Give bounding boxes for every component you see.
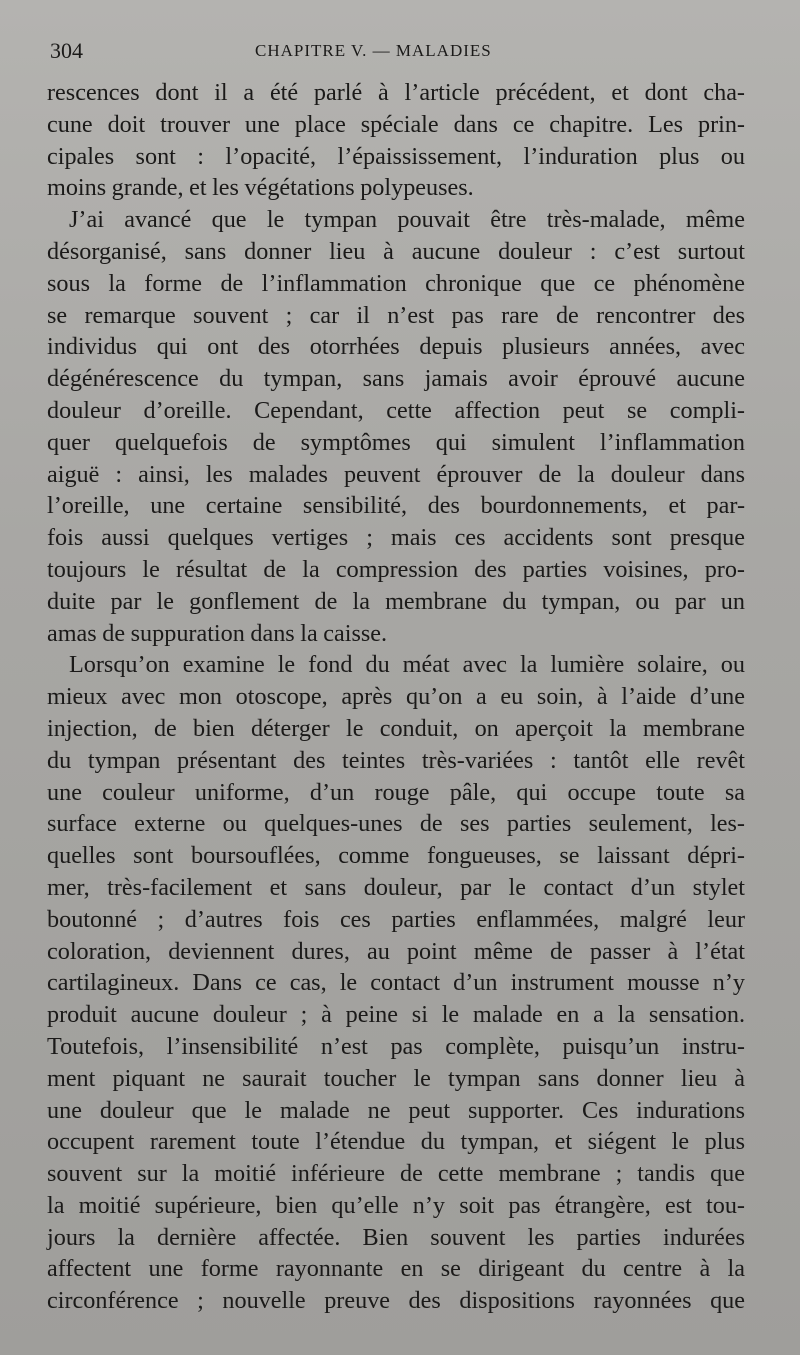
running-head	[50, 38, 760, 68]
text-line: quelles sont boursouflées, comme fongueuses, se laissant dépri-	[47, 842, 745, 870]
text-line: produit aucune douleur ; à peine si le malade en a la sensation.	[47, 1001, 745, 1029]
text-line: boutonné ; d’autres fois ces parties enflammées, malgré leur	[47, 905, 745, 933]
text-line: sous la forme de l’inflammation chronique que ce phénomène	[47, 269, 745, 297]
text-line: mer, très-facilement et sans douleur, par le contact d’un stylet	[47, 873, 745, 901]
page-number: 304	[50, 38, 83, 63]
text-line: occupent rarement toute l’étendue du tympan, et siégent le plus	[47, 1128, 745, 1156]
text-line: souvent sur la moitié inférieure de cette membrane ; tandis que	[47, 1160, 745, 1188]
text-line: quer quelquefois de symptômes qui simulent l’inflammation	[47, 428, 745, 456]
text-line: rescences dont il a été parlé à l’article précédent, et dont cha-	[47, 79, 745, 106]
text-line: surface externe ou quelques-unes de ses parties seulement, les-	[47, 810, 745, 838]
text-line: mieux avec mon otoscope, après qu’on a eu soin, à l’aide d’une	[47, 683, 745, 711]
text-line: aiguë : ainsi, les malades peuvent éprouver de la douleur dans	[47, 460, 745, 488]
paragraph-1	[47, 77, 745, 204]
text-line: circonférence ; nouvelle preuve des dispositions rayonnées que	[47, 1287, 745, 1315]
text-line: la moitié supérieure, bien qu’elle n’y soit pas étrangère, est tou-	[47, 1191, 745, 1219]
text-line: Toutefois, l’insensibilité n’est pas complète, puisqu’un instru-	[47, 1032, 745, 1060]
text-line: J’ai avancé que le tympan pouvait être très-malade, même	[69, 206, 745, 234]
running-title: CHAPITRE V. — MALADIES	[255, 41, 492, 60]
text-line: jours la dernière affectée. Bien souvent les parties indurées	[47, 1223, 745, 1251]
text-line: toujours le résultat de la compression des parties voisines, pro-	[47, 555, 745, 583]
text-line: douleur d’oreille. Cependant, cette affection peut se compli-	[47, 396, 745, 424]
text-line: dégénérescence du tympan, sans jamais avoir éprouvé aucune	[47, 365, 745, 393]
text-line: désorganisé, sans donner lieu à aucune douleur : c’est surtout	[47, 237, 745, 265]
text-line: amas de suppuration dans la caisse.	[47, 619, 388, 647]
text-line: Lorsqu’on examine le fond du méat avec la lumière solaire, ou	[69, 651, 745, 679]
paragraph-2	[47, 204, 745, 649]
text-line: affectent une forme rayonnante en se dirigeant du centre à la	[47, 1255, 745, 1283]
text-line: ment piquant ne saurait toucher le tympan sans donner lieu à	[47, 1064, 745, 1092]
body-text	[47, 77, 745, 1317]
text-line: du tympan présentant des teintes très-variées : tantôt elle revêt	[47, 746, 745, 774]
paragraph-3	[47, 649, 745, 1317]
text-line: injection, de bien déterger le conduit, on aperçoit la membrane	[47, 714, 745, 742]
text-line: fois aussi quelques vertiges ; mais ces accidents sont presque	[47, 524, 745, 552]
text-line: cartilagineux. Dans ce cas, le contact d’un instrument mousse n’y	[47, 969, 745, 997]
text-line: cipales sont : l’opacité, l’épaississement, l’induration plus ou	[47, 142, 745, 170]
text-line: duite par le gonflement de la membrane du tympan, ou par un	[47, 587, 745, 615]
text-line: se remarque souvent ; car il n’est pas rare de rencontrer des	[47, 301, 745, 329]
text-line: individus qui ont des otorrhées depuis plusieurs années, avec	[47, 333, 745, 361]
text-line: l’oreille, une certaine sensibilité, des bourdonnements, et par-	[47, 492, 745, 520]
text-line: coloration, deviennent dures, au point même de passer à l’état	[47, 937, 745, 965]
text-line: cune doit trouver une place spéciale dans ce chapitre. Les prin-	[47, 110, 745, 138]
text-line: moins grande, et les végétations polypeuses.	[47, 174, 474, 202]
text-line: une couleur uniforme, d’un rouge pâle, qui occupe toute sa	[47, 778, 745, 806]
text-line: une douleur que le malade ne peut supporter. Ces indurations	[47, 1096, 745, 1124]
